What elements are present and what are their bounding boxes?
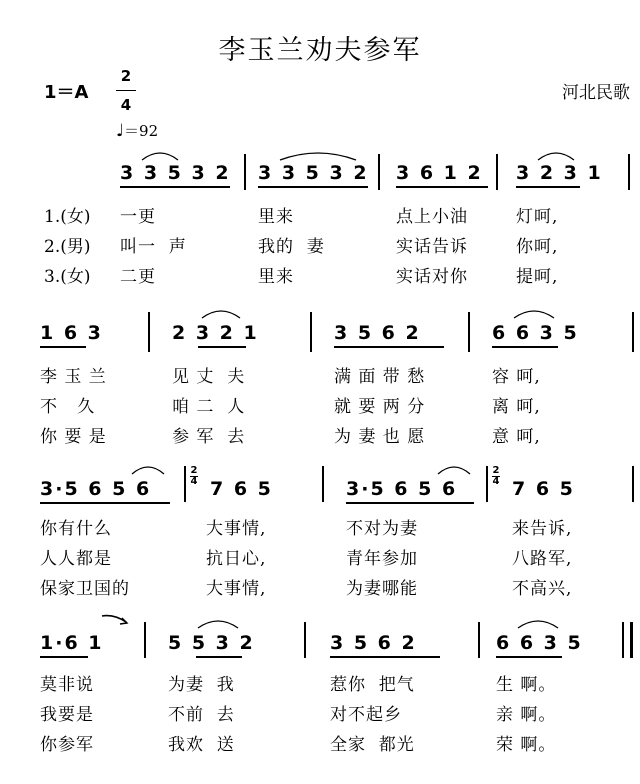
lyric-cell: 大事情, xyxy=(206,579,267,599)
slur-mark xyxy=(536,150,576,162)
glissando-arrow-icon xyxy=(100,612,130,626)
measure-notes: 6 6 3 5 xyxy=(496,632,583,654)
lyric-cell: 就 要 两 分 xyxy=(334,397,426,417)
lyric-cell: 青年参加 xyxy=(346,549,418,569)
barline xyxy=(378,154,380,190)
lyric-cell: 里来 xyxy=(258,207,294,227)
barline xyxy=(322,466,324,502)
lyric-cell: 参 军 去 xyxy=(172,427,246,447)
beam-line xyxy=(196,656,242,658)
final-barline xyxy=(630,622,633,658)
inner-time-signature-top: 2 xyxy=(190,465,198,476)
lyric-cell: 不前 去 xyxy=(168,705,235,725)
lyric-cell: 容 呵, xyxy=(492,367,541,387)
key-signature: 1＝A xyxy=(44,82,89,103)
measure-notes: 5 5 3 2 xyxy=(168,632,255,654)
lyric-cell: 意 呵, xyxy=(492,427,541,447)
lyric-cell: 生 啊。 xyxy=(496,675,557,695)
slur-mark xyxy=(516,618,560,630)
lyric-cell: 不 久 xyxy=(40,397,96,417)
lyric-cell: 咱 二 人 xyxy=(172,397,246,417)
lyric-cell: 你 要 是 xyxy=(40,427,107,447)
slur-mark xyxy=(436,464,472,476)
barline xyxy=(478,622,480,658)
lyric-cell: 为妻哪能 xyxy=(346,579,418,599)
time-signature xyxy=(116,62,136,119)
beam-line xyxy=(258,186,368,188)
lyric-cell: 叫一 声 xyxy=(120,237,187,257)
tempo-value: ＝92 xyxy=(124,122,159,140)
measure-notes: 3·5 6 5 6 xyxy=(346,478,458,500)
lyric-cell: 荣 啊。 xyxy=(496,735,557,755)
barline xyxy=(632,312,634,352)
lyric-cell: 离 呵, xyxy=(492,397,541,417)
lyric-cell: 为妻 我 xyxy=(168,675,235,695)
lyric-cell: 为 妻 也 愿 xyxy=(334,427,426,447)
lyric-cell: 保家卫国的 xyxy=(40,579,130,599)
barline xyxy=(144,622,146,658)
slur-mark xyxy=(278,150,358,162)
verse-label: 1.(女) xyxy=(44,207,91,227)
beam-line xyxy=(396,186,488,188)
lyric-cell: 不高兴, xyxy=(512,579,573,599)
beam-line xyxy=(40,502,170,504)
lyric-cell: 八路军, xyxy=(512,549,573,569)
measure-notes: 7 6 5 xyxy=(512,478,575,500)
lyric-cell: 你参军 xyxy=(40,735,94,755)
beam-line xyxy=(40,346,86,348)
measure-notes: 1·6 1 xyxy=(40,632,104,654)
tempo-marking xyxy=(116,120,158,141)
measure-notes: 6 6 3 5 xyxy=(492,322,579,344)
barline xyxy=(496,154,498,190)
lyric-cell: 不对为妻 xyxy=(346,519,418,539)
lyric-cell: 大事情, xyxy=(206,519,267,539)
lyric-cell: 灯呵, xyxy=(516,207,559,227)
barline xyxy=(622,622,624,658)
song-title: 李玉兰劝夫参军 xyxy=(218,35,422,66)
lyric-cell: 你呵, xyxy=(516,237,559,257)
slur-mark xyxy=(200,308,242,320)
lyric-cell: 李 玉 兰 xyxy=(40,367,107,387)
slur-mark xyxy=(196,618,240,630)
lyric-cell: 我的 妻 xyxy=(258,237,325,257)
lyric-cell: 对不起乡 xyxy=(330,705,402,725)
inner-time-signature xyxy=(492,466,500,487)
beam-line xyxy=(120,186,230,188)
beam-line xyxy=(496,656,562,658)
inner-time-signature-bottom: 4 xyxy=(190,476,198,487)
lyric-cell: 满 面 带 愁 xyxy=(334,367,426,387)
time-signature-bottom: 4 xyxy=(120,96,132,114)
measure-notes: 2 3 2 1 xyxy=(172,322,259,344)
inner-time-signature xyxy=(190,466,198,487)
inner-time-signature-bottom: 4 xyxy=(492,476,500,487)
lyric-cell: 见 丈 夫 xyxy=(172,367,246,387)
barline xyxy=(468,312,470,352)
lyric-cell: 惹你 把气 xyxy=(330,675,415,695)
lyric-cell: 来告诉, xyxy=(512,519,573,539)
lyric-cell: 我欢 送 xyxy=(168,735,235,755)
barline xyxy=(486,466,488,502)
barline xyxy=(148,312,150,352)
slur-mark xyxy=(140,150,180,162)
measure-notes: 3 5 6 2 xyxy=(330,632,417,654)
measure-notes: 1 6 3 xyxy=(40,322,103,344)
inner-time-signature-top: 2 xyxy=(492,465,500,476)
measure-notes: 3 3 5 3 2 xyxy=(258,162,369,184)
barline xyxy=(632,466,634,502)
beam-line xyxy=(40,656,88,658)
lyric-cell: 亲 啊。 xyxy=(496,705,557,725)
barline xyxy=(184,466,186,502)
quarter-note-icon: ♩ xyxy=(116,121,125,141)
beam-line xyxy=(346,502,474,504)
lyric-cell: 实话对你 xyxy=(396,267,468,287)
slur-mark xyxy=(512,308,556,320)
lyric-cell: 你有什么 xyxy=(40,519,112,539)
slur-mark xyxy=(130,464,166,476)
measure-notes: 3 6 1 2 xyxy=(396,162,483,184)
measure-notes: 3 5 6 2 xyxy=(334,322,421,344)
measure-notes: 7 6 5 xyxy=(210,478,273,500)
lyric-cell: 实话告诉 xyxy=(396,237,468,257)
lyric-cell: 二更 xyxy=(120,267,156,287)
beam-line xyxy=(330,656,440,658)
measure-notes: 3·5 6 5 6 xyxy=(40,478,152,500)
lyric-cell: 抗日心, xyxy=(206,549,267,569)
lyric-cell: 我要是 xyxy=(40,705,94,725)
verse-label: 2.(男) xyxy=(44,237,91,257)
lyric-cell: 提呵, xyxy=(516,267,559,287)
barline xyxy=(244,154,246,190)
lyric-cell: 人人都是 xyxy=(40,549,112,569)
measure-notes: 3 2 3 1 xyxy=(516,162,603,184)
verse-label: 3.(女) xyxy=(44,267,91,287)
beam-line xyxy=(334,346,444,348)
barline xyxy=(628,154,630,190)
song-origin: 河北民歌 xyxy=(562,83,630,103)
beam-line xyxy=(516,186,580,188)
lyric-cell: 里来 xyxy=(258,267,294,287)
measure-notes: 3 3 5 3 2 xyxy=(120,162,231,184)
lyric-cell: 莫非说 xyxy=(40,675,94,695)
lyric-cell: 全家 都光 xyxy=(330,735,415,755)
barline xyxy=(310,312,312,352)
time-signature-top: 2 xyxy=(116,62,136,91)
beam-line xyxy=(492,346,558,348)
lyric-cell: 一更 xyxy=(120,207,156,227)
barline xyxy=(304,622,306,658)
lyric-cell: 点上小油 xyxy=(396,207,468,227)
beam-line xyxy=(198,346,246,348)
